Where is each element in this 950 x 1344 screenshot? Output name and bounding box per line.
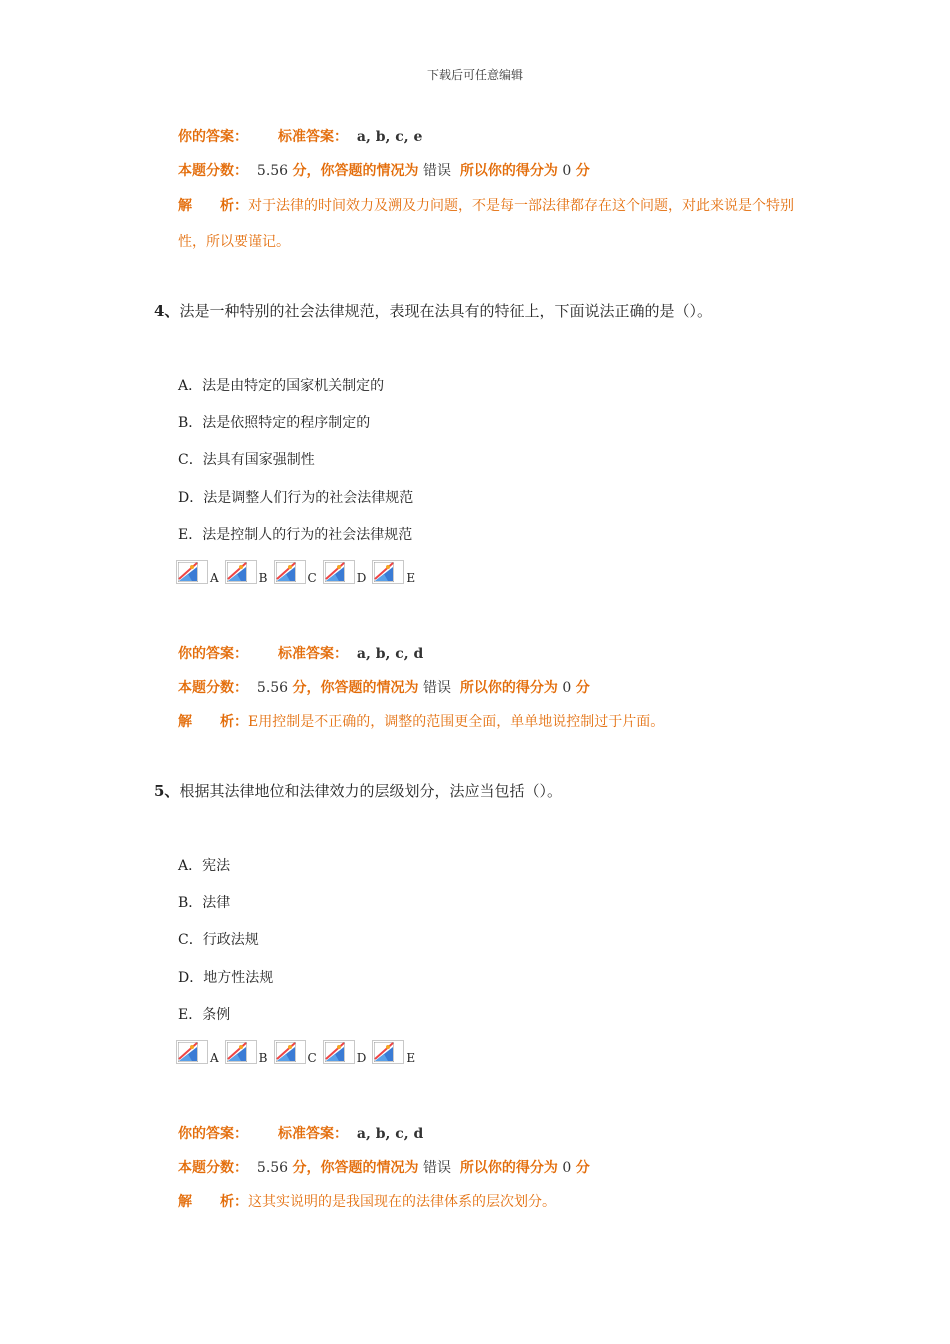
choice-a[interactable] [176, 560, 219, 584]
score-unit: 分 [575, 163, 590, 179]
q5-score-row [178, 1158, 590, 1178]
page-header: 下载后可任意编辑 [426, 68, 523, 82]
choice-a[interactable] [176, 1040, 219, 1064]
analysis-label: 解 析： [178, 714, 248, 730]
broken-image-icon[interactable] [372, 560, 404, 584]
result-prefix: 所以你的得分为 [459, 163, 558, 179]
broken-image-icon[interactable] [372, 1040, 404, 1064]
choice-label: D [356, 571, 367, 585]
question-number: 5、 [154, 782, 180, 800]
choice-label: E [406, 571, 416, 585]
option-b: B．法是依照特定的程序制定的 [178, 415, 371, 431]
analysis-text: 这其实说明的是我国现在的法律体系的层次划分。 [248, 1194, 556, 1210]
score-label: 本题分数： [178, 163, 248, 179]
option-d: D．地方性法规 [178, 970, 274, 986]
status-value: 错误 [422, 1160, 451, 1176]
q5-choices [176, 1036, 421, 1064]
option-a: A．法是由特定的国家机关制定的 [178, 378, 385, 394]
q4-choices [176, 556, 421, 584]
question-4-title [154, 301, 712, 321]
answer-row [178, 127, 422, 147]
option-c: C．法具有国家强制性 [178, 452, 315, 468]
standard-answer-label: 标准答案： [278, 129, 348, 145]
choice-label: E [406, 1051, 416, 1065]
choice-label: B [258, 571, 268, 585]
score-label: 本题分数： [178, 680, 248, 696]
choice-label: B [258, 1051, 268, 1065]
question-text: 法是一种特别的社会法律规范，表现在法具有的特征上，下面说法正确的是（）。 [179, 302, 712, 320]
standard-answer-value: a, b, c, d [356, 1126, 424, 1142]
points-unit: 分，你答题的情况为 [292, 1160, 419, 1176]
broken-image-icon[interactable] [274, 560, 306, 584]
choice-b[interactable] [225, 1040, 268, 1064]
points-unit: 分，你答题的情况为 [292, 163, 419, 179]
standard-answer-value: a, b, c, d [356, 646, 424, 662]
result-prefix: 所以你的得分为 [459, 680, 558, 696]
question-text: 根据其法律地位和法律效力的层级划分，法应当包括（）。 [179, 782, 562, 800]
your-answer-label: 你的答案： [178, 646, 248, 662]
option-d: D．法是调整人们行为的社会法律规范 [178, 490, 414, 506]
points-unit: 分，你答题的情况为 [292, 680, 419, 696]
choice-label: D [356, 1051, 367, 1065]
analysis-label: 解 析： [178, 1194, 248, 1210]
score-value: 5.56 [256, 1160, 289, 1176]
broken-image-icon[interactable] [323, 1040, 355, 1064]
choice-d[interactable] [323, 1040, 367, 1064]
option-c: C．行政法规 [178, 932, 259, 948]
status-value: 错误 [422, 163, 451, 179]
earned-value: 0 [562, 163, 572, 179]
standard-answer-value: a, b, c, e [356, 129, 423, 145]
choice-label: A [210, 1051, 219, 1065]
q4-analysis-row [178, 712, 664, 732]
analysis-text: E用控制是不正确的，调整的范围更全面，单单地说控制过于片面。 [248, 714, 665, 730]
choice-c[interactable] [274, 1040, 317, 1064]
earned-value: 0 [562, 1160, 572, 1176]
score-unit: 分 [575, 680, 590, 696]
choice-b[interactable] [225, 560, 268, 584]
analysis-text: 对于法律的时间效力及溯及力问题，不是每一部法律都存在这个问题，对此来说是个特别性，所以要谨记。 [178, 198, 794, 250]
standard-answer-label: 标准答案： [278, 1126, 348, 1142]
q5-answer-row [178, 1124, 423, 1144]
analysis-label: 解 析： [178, 198, 248, 214]
q5-analysis-row [178, 1192, 556, 1212]
result-prefix: 所以你的得分为 [459, 1160, 558, 1176]
broken-image-icon[interactable] [225, 560, 257, 584]
score-unit: 分 [575, 1160, 590, 1176]
q4-answer-row [178, 644, 423, 664]
your-answer-label: 你的答案： [178, 129, 248, 145]
score-row [178, 161, 590, 181]
choice-label: C [307, 571, 317, 585]
question-5-title [154, 781, 562, 801]
score-label: 本题分数： [178, 1160, 248, 1176]
broken-image-icon[interactable] [225, 1040, 257, 1064]
choice-e[interactable] [372, 1040, 415, 1064]
standard-answer-label: 标准答案： [278, 646, 348, 662]
choice-c[interactable] [274, 560, 317, 584]
choice-e[interactable] [372, 560, 415, 584]
analysis-row [178, 188, 808, 260]
choice-label: A [210, 571, 219, 585]
score-value: 5.56 [256, 680, 289, 696]
question-number: 4、 [154, 302, 180, 320]
option-e: E．条例 [178, 1007, 231, 1023]
choice-d[interactable] [323, 560, 367, 584]
choice-label: C [307, 1051, 317, 1065]
broken-image-icon[interactable] [176, 1040, 208, 1064]
broken-image-icon[interactable] [323, 560, 355, 584]
option-a: A．宪法 [178, 858, 231, 874]
broken-image-icon[interactable] [176, 560, 208, 584]
option-e: E．法是控制人的行为的社会法律规范 [178, 527, 413, 543]
your-answer-label: 你的答案： [178, 1126, 248, 1142]
broken-image-icon[interactable] [274, 1040, 306, 1064]
q4-score-row [178, 678, 590, 698]
status-value: 错误 [422, 680, 451, 696]
score-value: 5.56 [256, 163, 289, 179]
earned-value: 0 [562, 680, 572, 696]
option-b: B．法律 [178, 895, 231, 911]
